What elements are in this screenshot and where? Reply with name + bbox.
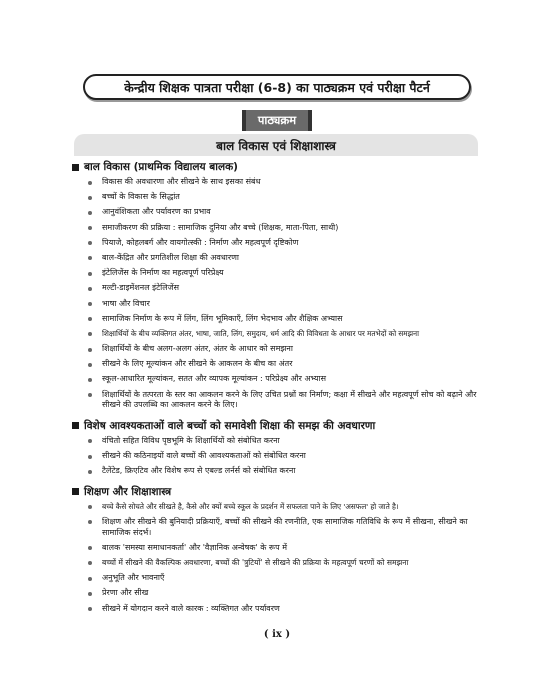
section-list: [72, 436, 482, 477]
section-heading-text: शिक्षण और शिक्षाशास्त्र: [84, 485, 172, 498]
list-item: शिक्षार्थियों के बीच व्यक्तिगत अंतर, भाषा, जाति, लिंग, समुदाय, धर्म आदि की विविधता के आधार पर मतभेदों को समझना: [72, 329, 482, 340]
list-item: पियाजे, कोहलबर्ग और वायगोत्स्की : निर्माण और महत्वपूर्ण दृष्टिकोण: [72, 238, 482, 249]
list-item: आनुवंशिकता और पर्यावरण का प्रभाव: [72, 207, 482, 218]
list-item: शिक्षार्थियों के बीच अलग-अलग अंतर, अंतर के आधार को समझना: [72, 344, 482, 355]
syllabus-content: [72, 158, 482, 622]
section-heading: [72, 160, 482, 174]
section-heading: [72, 485, 482, 499]
list-item: विकास की अवधारणा और सीखने के साथ इसका संबंध: [72, 177, 482, 188]
square-bullet-icon: [72, 164, 79, 171]
list-item: भाषा और विचार: [72, 299, 482, 310]
list-item: बच्चों में सीखने की वैकल्पिक अवधारणा, बच्चों की 'त्रुटियों' से सीखने की प्रक्रिया के महत्वपूर्ण चरणों को समझना: [72, 558, 482, 569]
list-item: समाजीकरण की प्रक्रिया : सामाजिक दुनिया और बच्चे (शिक्षक, माता-पिता, साथी): [72, 223, 482, 234]
list-item: वंचितो सहित विविध पृष्ठभूमि के शिक्षार्थियों को संबोधित करना: [72, 436, 482, 447]
list-item: सीखने में योगदान करने वाले कारक : व्यक्तिगत और पर्यावरण: [72, 604, 482, 615]
section-list: [72, 502, 482, 614]
list-item: स्कूल-आधारित मूल्यांकन, सतत और व्यापक मूल्यांकन : परिप्रेक्ष्य और अभ्यास: [72, 374, 482, 385]
list-item: बच्चे कैसे सोचते और सीखते है, कैसे और क्यों बच्चे स्कूल के प्रदर्शन में सफलता पाने के लिए 'असफल' हो जाते है।: [72, 502, 482, 513]
square-bullet-icon: [72, 422, 79, 429]
list-item: इंटेलिजेंस के निर्माण का महत्वपूर्ण परिप्रेक्ष्य: [72, 268, 482, 279]
page-title: [83, 74, 471, 100]
list-item: सीखने की कठिनाइयों वाले बच्चों की आवश्यकताओं को संबोधित करना: [72, 451, 482, 462]
list-item: बाल-केंद्रित और प्रगतिशील शिक्षा की अवधारणा: [72, 253, 482, 264]
subject-heading: [74, 134, 478, 156]
square-bullet-icon: [72, 488, 79, 495]
list-item: टैलेंटेड, क्रिएटिव और विशेष रूप से एबल्ड लर्नर्स को संबोधित करना: [72, 466, 482, 477]
list-item: बालक 'समस्या समाधानकर्ता' और 'वैज्ञानिक अन्वेषक' के रूप में: [72, 543, 482, 554]
list-item: प्रेरणा और सीख: [72, 588, 482, 599]
page-number: ( ix ): [263, 629, 291, 640]
page-title-text: केन्द्रीय शिक्षक पात्रता परीक्षा (6-8) का पाठ्यक्रम एवं परीक्षा पैटर्न: [124, 79, 430, 95]
list-item: शिक्षार्थियों के तत्परता के स्तर का आकलन करने के लिए उचित प्रश्नों का निर्माण; कक्षा में सीखने और महत्वपूर्ण सोच को बढ़ाने और सीखने की उपलब्धि का आकलन करने के लिए।: [72, 390, 482, 411]
list-item: सामाजिक निर्माण के रूप में लिंग, लिंग भूमिकाएँ, लिंग भेदभाव और शैक्षिक अभ्यास: [72, 314, 482, 325]
syllabus-label: पाठ्यक्रम: [242, 110, 312, 131]
section-heading-text: बाल विकास (प्राथमिक विद्यालय बालक): [84, 161, 238, 173]
subject-heading-text: बाल विकास एवं शिक्षाशास्त्र: [216, 138, 336, 153]
section-heading-text: विशेष आवश्यकताओं वाले बच्चों को समावेशी शिक्षा की समझ की अवधारणा: [84, 419, 376, 432]
list-item: शिक्षण और सीखने की बुनियादी प्रक्रियाएँ, बच्चों की सीखने की रणनीति, एक सामाजिक गतिविधि के रूप में सीखना, सीखने का सामाजिक संदर्भ।: [72, 517, 482, 538]
section-heading: [72, 419, 482, 433]
list-item: मल्टी-डाइमेंशनल इंटेलिजेंस: [72, 283, 482, 294]
syllabus-label-wrap: [0, 110, 554, 131]
list-item: सीखने के लिए मूल्यांकन और सीखने के आकलन के बीच का अंतर: [72, 359, 482, 370]
section-list: [72, 177, 482, 411]
list-item: बच्चों के विकास के सिद्धांत: [72, 192, 482, 203]
list-item: अनुभूति और भावनाएँ: [72, 573, 482, 584]
